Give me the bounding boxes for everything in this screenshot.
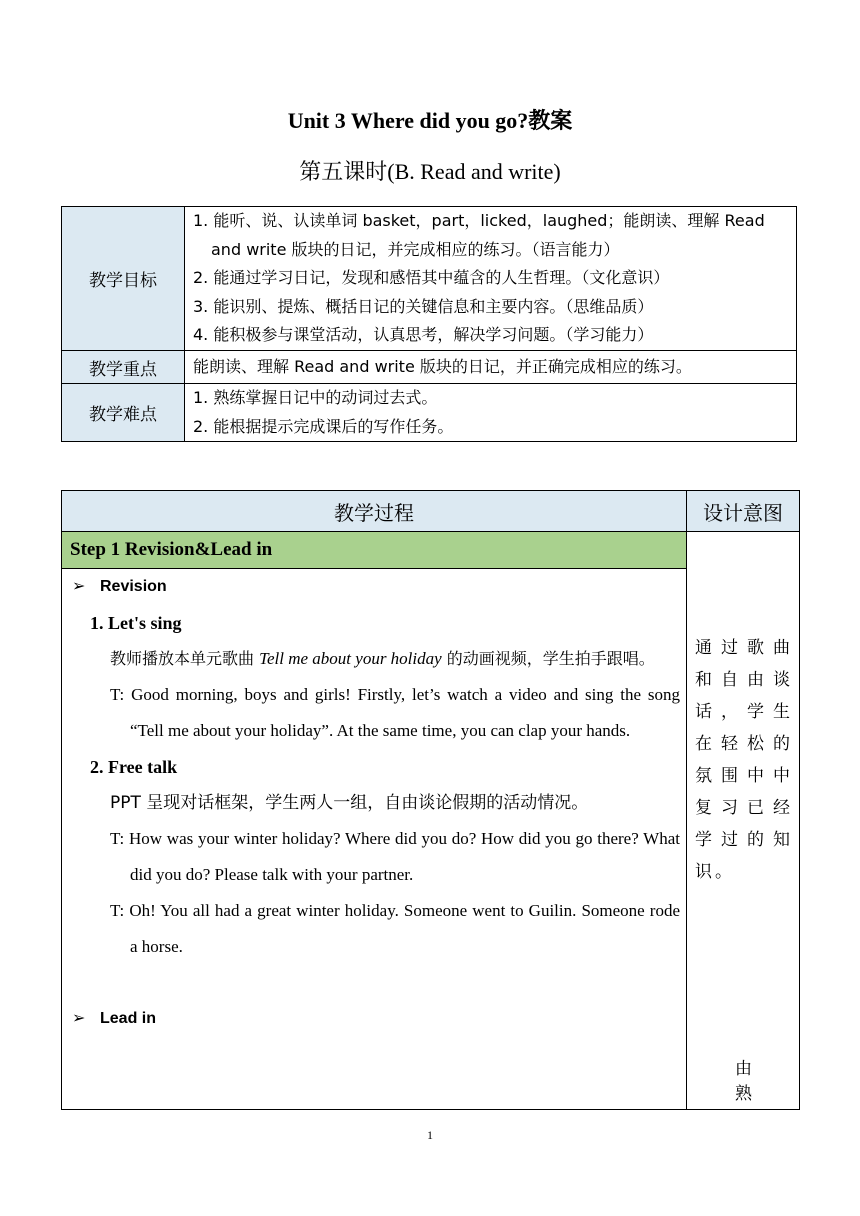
intent-column-header: 设计意图 <box>687 491 800 532</box>
difficulty-item: 2. 能根据提示完成课后的写作任务。 <box>193 416 454 436</box>
teacher-line: T: Good morning, boys and girls! Firstly, let’s watch a video and sing the song “Tell me about your holiday”. At the same time, you can clap your hands. <box>110 685 680 740</box>
page-title: Unit 3 Where did you go?教案 <box>287 108 573 133</box>
difficulties-content <box>185 384 797 442</box>
intent-text: 通过歌曲和自由谈话，学生在轻松的氛围中中复习已经学过的知识。 <box>695 638 793 882</box>
row-label-difficulties: 教学难点 <box>62 384 185 442</box>
subheading-lets-sing: 1. Let's sing <box>90 613 182 633</box>
page-subtitle: 第五课时(B. Read and write) <box>299 159 561 184</box>
teacher-line: T: How was your winter holiday? Where did you do? How did you go there? What did you do? Please talk with your partner. <box>110 829 680 884</box>
objectives-row <box>62 207 797 351</box>
objectives-table <box>61 206 797 442</box>
difficulties-row <box>62 384 797 442</box>
arrow-bullet-icon: ➢ <box>72 578 86 595</box>
free-talk-description: PPT 呈现对话框架，学生两人一组，自由谈论假期的活动情况。 <box>110 793 589 813</box>
song-description: 教师播放本单元歌曲 Tell me about your holiday 的动画视频，学生拍手跟唱。 <box>110 649 655 668</box>
teacher-line: T: Oh! You all had a great winter holiday. Someone went to Guilin. Someone rode a horse. <box>110 901 680 956</box>
intent-tail: 由熟 <box>735 1059 774 1104</box>
key-points-row <box>62 351 797 384</box>
bullet-lead-in: ➢ Lead in <box>62 1001 686 1037</box>
bullet-revision: ➢ Revision <box>62 569 686 605</box>
difficulty-item: 1. 熟练掌握日记中的动词过去式。 <box>193 388 438 407</box>
subheading-free-talk: 2. Free talk <box>90 757 178 777</box>
row-label-key-points: 教学重点 <box>62 351 185 384</box>
key-point-item: 能朗读、理解 Read and write 版块的日记，并正确完成相应的练习。 <box>193 356 692 376</box>
process-body <box>62 569 687 1110</box>
arrow-bullet-icon: ➢ <box>72 1010 86 1027</box>
page-number: 1 <box>427 1128 433 1142</box>
objective-item: 2. 能通过学习日记，发现和感悟其中蕴含的人生哲理。（文化意识） <box>193 268 670 288</box>
objective-item: 1. 能听、说、认读单词 basket，part，licked，laughed；能朗读、理解 Read and write 版块的日记，并完成相应的练习。（语言能力） <box>193 211 765 259</box>
song-title: Tell me about your holiday <box>259 649 442 668</box>
process-column-header: 教学过程 <box>62 491 687 532</box>
intent-cell <box>687 532 800 1110</box>
objectives-content <box>185 207 797 351</box>
key-points-content <box>185 351 797 384</box>
step-title: Step 1 Revision&Lead in <box>62 532 687 569</box>
objective-item: 3. 能识别、提炼、概括日记的关键信息和主要内容。（思维品质） <box>193 296 654 316</box>
objective-item: 4. 能积极参与课堂活动，认真思考，解决学习问题。（学习能力） <box>193 325 654 345</box>
process-table <box>61 490 800 1110</box>
row-label-objectives: 教学目标 <box>62 207 185 351</box>
